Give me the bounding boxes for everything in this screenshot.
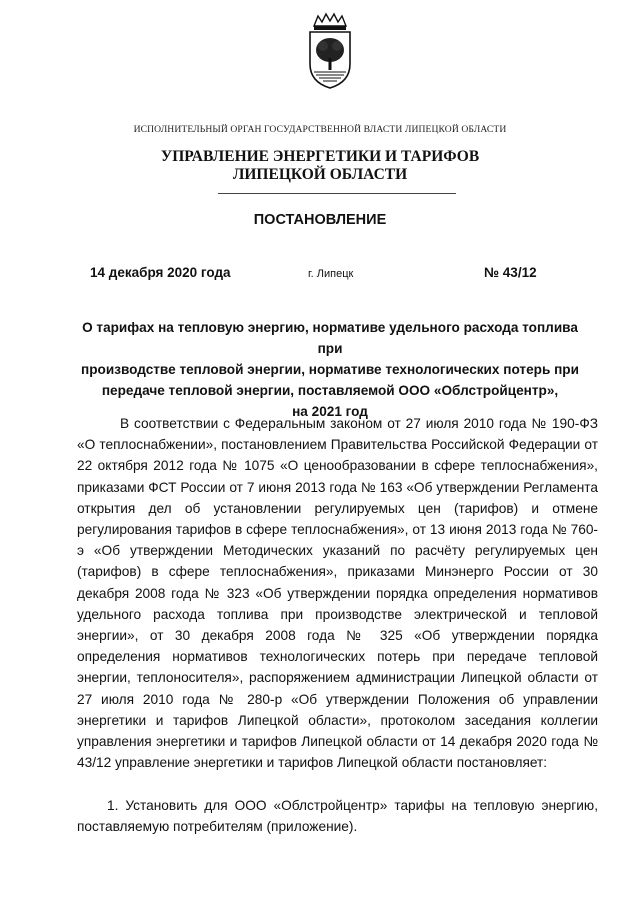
document-type: ПОСТАНОВЛЕНИЕ [253,212,387,228]
document-title [68,317,592,422]
document-date: 14 декабря 2020 года [90,265,231,280]
department-name [0,148,640,184]
document-number: № 43/12 [484,265,537,280]
document-city: г. Липецк [308,268,354,280]
department-name-line-2: ЛИПЕЦКОЙ ОБЛАСТИ [232,166,408,183]
title-line-3: передаче тепловой энергии, поставляемой ООО «Облстройцентр», [101,383,559,398]
title-line-2: производстве тепловой энергии, нормативе технологических потерь при [81,362,579,377]
title-line-1: О тарифах на тепловую энергию, нормативе удельного расхода топлива при [82,320,578,356]
title-line-4: на 2021 год [292,404,368,419]
department-name-line-1: УПРАВЛЕНИЕ ЭНЕРГЕТИКИ И ТАРИФОВ [160,148,480,165]
org-authority-line: ИСПОЛНИТЕЛЬНЫЙ ОРГАН ГОСУДАРСТВЕННОЙ ВЛАСТИ ЛИПЕЦКОЙ ОБЛАСТИ [133,124,507,135]
preamble-paragraph: В соответствии с Федеральным законом от 27 июля 2010 года № 190-ФЗ «О теплоснабжении», постановлением Правительства Российской Федерации от 22 октября 2012 года № 1075 «О ценообразовании в сфере теплоснабжения», приказами ФСТ России от 7 июня 2013 года № 163 «Об утверждении Регламента открытия дел об установлении регулируемых цен (тарифов) и отмене регулирования тарифов в сфере теплоснабжения», от 13 июня 2013 года № 760-э «Об утверждении Методических указаний по расчёту регулируемых цен (тарифов) в сфере теплоснабжения», приказами Минэнерго России от 30 декабря 2008 года № 323 «Об утверждении порядка определения нормативов удельного расхода топлива при производстве электрической и тепловой энергии», от 30 декабря 2008 года № 325 «Об утверждении порядка определения нормативов технологических потерь при передаче тепловой энергии, теплоносителя», распоряжением администрации Липецкой области от 27 июля 2010 года № 280-р «Об утверждении Положения об управлении энергетики и тарифов Липецкой области», протоколом заседания коллегии управления энергетики и тарифов Липецкой области от 14 декабря 2020 года № 43/12 управление энергетики и тарифов Липецкой области постановляет: [77,416,598,771]
header-divider [218,193,456,194]
clause-1-paragraph: 1. Установить для ООО «Облстройцентр» тарифы на тепловую энергию, поставляемую потребителям (приложение). [77,798,598,835]
coat-of-arms-icon [300,12,360,90]
